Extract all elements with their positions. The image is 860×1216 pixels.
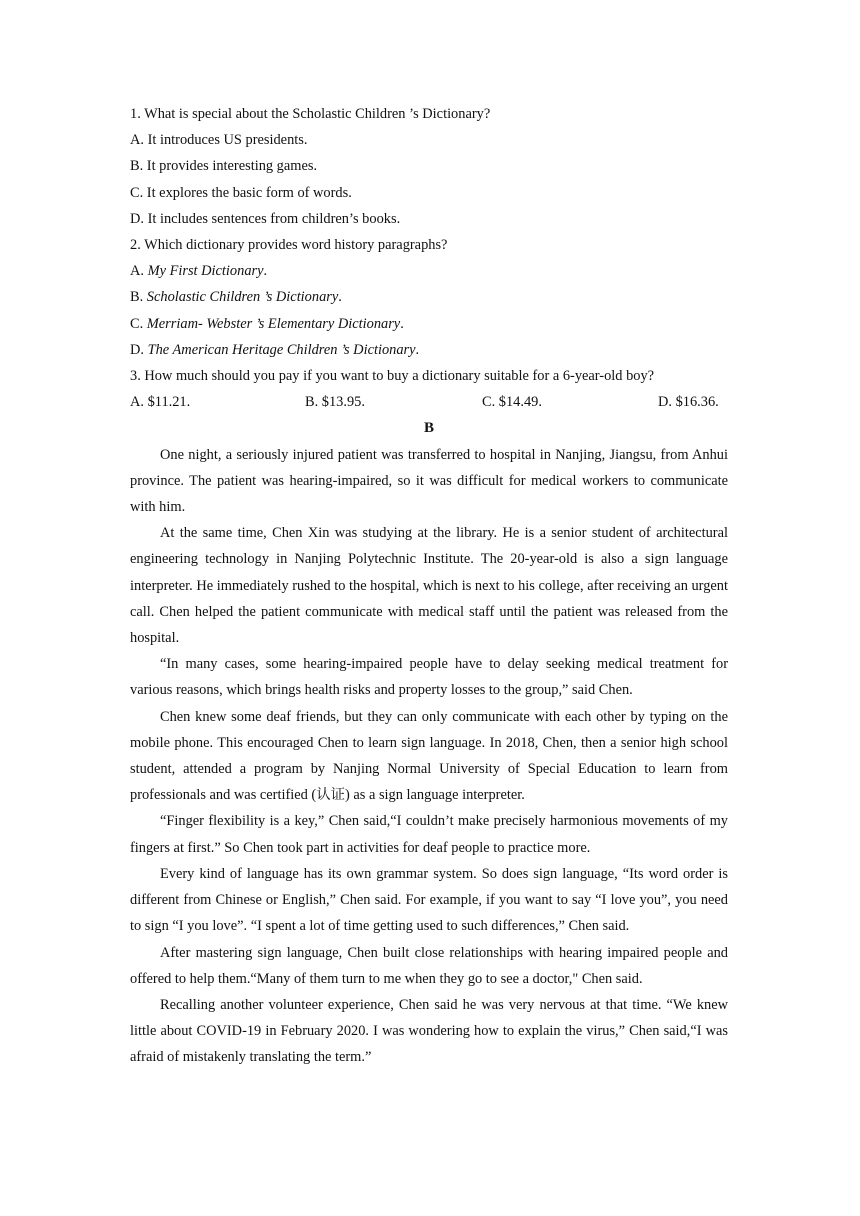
- passage-paragraph-4: Chen knew some deaf friends, but they can only communicate with each other by typing on the mobile phone. This encouraged Chen to learn sign language. In 2018, Chen, then a senior high school student, attended a program by Nanjing Normal University of Special Education to learn from professionals and was certified (认证) as a sign language interpreter.: [130, 708, 728, 804]
- document-page: [130, 101, 728, 1071]
- question-1-option-c: C. It explores the basic form of words.: [130, 184, 352, 201]
- question-3-options: [130, 389, 728, 415]
- question-2-option-a: A. My First Dictionary.: [130, 263, 268, 280]
- section-heading: B: [423, 420, 434, 437]
- passage-paragraph-3: “In many cases, some hearing-impaired people have to delay seeking medical treatment for various reasons, which brings health risks and property losses to the group,” said Chen.: [130, 656, 728, 699]
- question-2-option-c: C. Merriam- Webster ’s Elementary Dictionary.: [130, 315, 404, 332]
- question-2-option-b: B. Scholastic Children ’s Dictionary.: [130, 289, 342, 306]
- question-3-option-d: D. $16.36.: [658, 394, 719, 411]
- passage-paragraph-1: One night, a seriously injured patient was transferred to hospital in Nanjing, Jiangsu, from Anhui province. The patient was hearing-impaired, so it was difficult for medical workers to communicate with him.: [130, 446, 728, 516]
- passage-paragraph-6: Every kind of language has its own grammar system. So does sign language, “Its word order is different from Chinese or English,” Chen said. For example, if you want to say “I love you”, you need to sign “I you love”. “I spent a lot of time getting used to such differences,” Chen said.: [130, 865, 728, 935]
- passage-paragraph-2: At the same time, Chen Xin was studying at the library. He is a senior student of architectural engineering technology in Nanjing Polytechnic Institute. The 20-year-old is also a sign language interpreter. He immediately rushed to the hospital, which is next to his college, after receiving an urgent call. Chen helped the patient communicate with medical staff until the patient was released from the hospital.: [130, 525, 728, 647]
- question-1-stem: 1. What is special about the Scholastic Children ’s Dictionary?: [130, 106, 491, 122]
- question-3-option-b: B. $13.95.: [305, 394, 365, 411]
- question-3-option-c: C. $14.49.: [482, 394, 542, 411]
- passage-paragraph-7: After mastering sign language, Chen built close relationships with hearing impaired people and offered to help them.“Many of them turn to me when they go to see a doctor," Chen said.: [130, 944, 728, 987]
- question-1-option-d: D. It includes sentences from children’s books.: [130, 210, 401, 227]
- question-2-option-d: D. The American Heritage Children ’s Dictionary.: [130, 341, 420, 358]
- question-3-stem: 3. How much should you pay if you want to buy a dictionary suitable for a 6-year-old boy?: [130, 368, 655, 385]
- question-1-option-b: B. It provides interesting games.: [130, 158, 318, 175]
- question-3-option-a: A. $11.21.: [130, 394, 191, 411]
- passage-paragraph-5: “Finger flexibility is a key,” Chen said,“I couldn’t make precisely harmonious movements of my fingers at first.” So Chen took part in activities for deaf people to practice more.: [130, 813, 728, 856]
- passage-paragraph-8: Recalling another volunteer experience, Chen said he was very nervous at that time. “We knew little about COVID-19 in February 2020. I was wondering how to explain the virus,” Chen said,“I was afraid of mistakenly translating the term.”: [130, 996, 728, 1066]
- question-1-option-a: A. It introduces US presidents.: [130, 132, 308, 149]
- question-2-stem: 2. Which dictionary provides word history paragraphs?: [130, 237, 448, 254]
